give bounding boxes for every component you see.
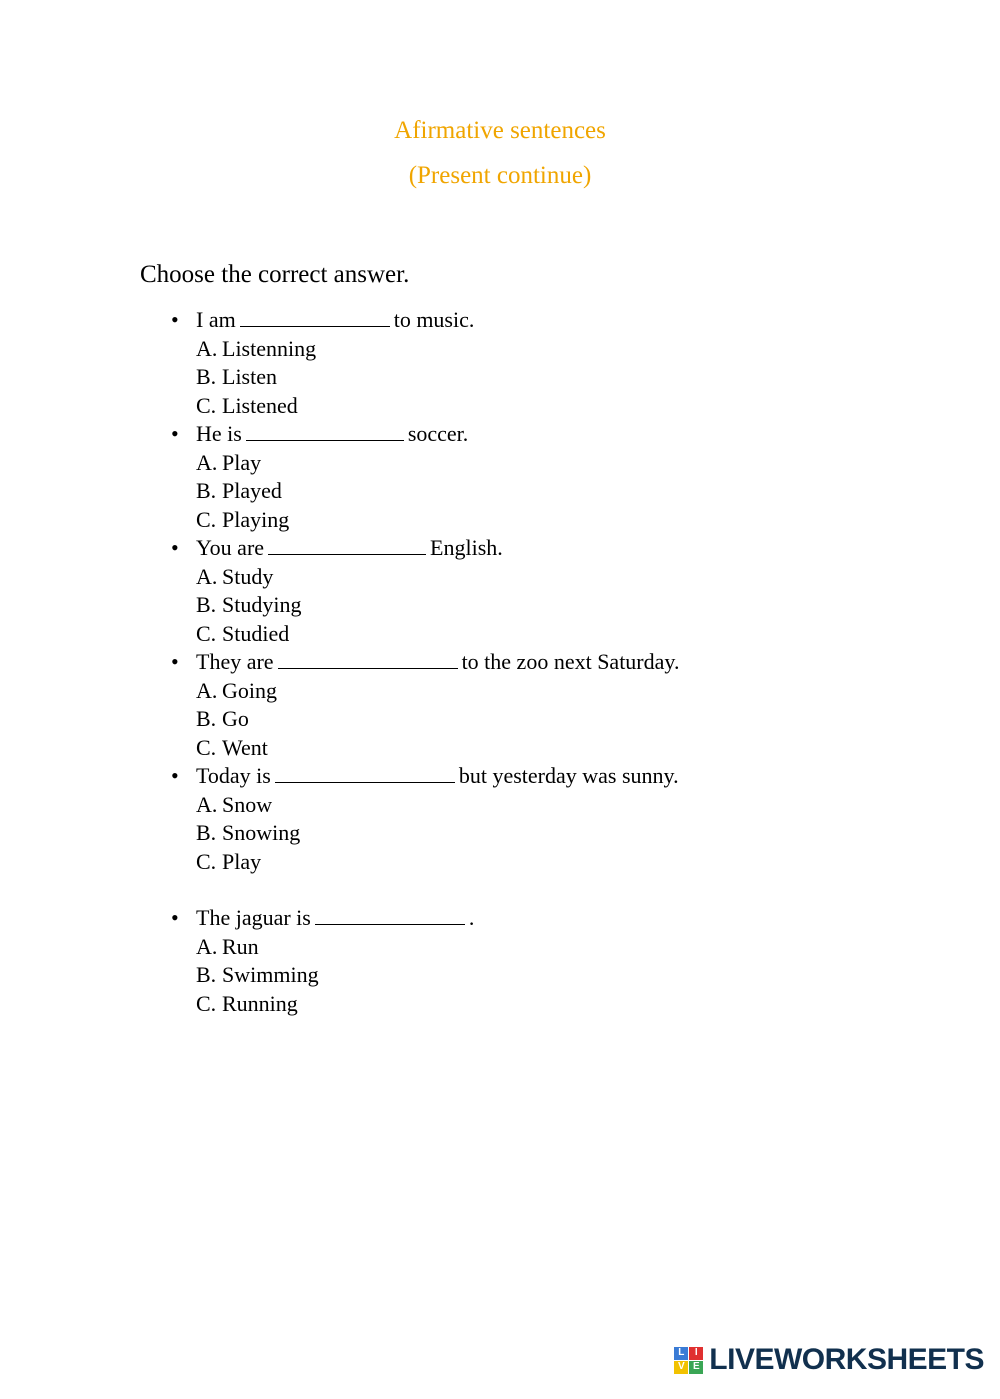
- option-list: [140, 791, 1000, 877]
- question-stem: [140, 306, 1000, 335]
- option-item[interactable]: [140, 449, 1000, 478]
- stem-text-after: to music.: [393, 307, 475, 332]
- stem-text-after: soccer.: [407, 421, 469, 446]
- worksheet-page: [0, 108, 1000, 1399]
- option-list: [140, 933, 1000, 1019]
- option-item[interactable]: [140, 848, 1000, 877]
- question-stem: [140, 420, 1000, 449]
- answer-blank[interactable]: [278, 650, 458, 669]
- stem-text-after: to the zoo next Saturday.: [461, 649, 680, 674]
- option-item[interactable]: [140, 961, 1000, 990]
- option-letter: B.: [196, 820, 217, 845]
- option-text: Listen: [222, 364, 277, 389]
- stem-text-before: You are: [196, 535, 265, 560]
- stem-text-after: English.: [430, 535, 503, 560]
- option-text: Play: [222, 449, 262, 475]
- option-letter: B.: [196, 962, 217, 987]
- question-spacer: [140, 876, 1000, 904]
- option-item[interactable]: [140, 335, 1000, 364]
- question-stem: [140, 762, 1000, 791]
- option-item[interactable]: [140, 677, 1000, 706]
- bullet-icon: •: [171, 535, 179, 560]
- option-text: Play: [222, 848, 262, 874]
- stem-text-after: .: [468, 905, 475, 930]
- logo-letter-l: L: [674, 1347, 688, 1360]
- logo-mark-icon: [674, 1347, 703, 1374]
- instruction-text: Choose the correct answer.: [140, 261, 410, 288]
- option-item[interactable]: [140, 705, 1000, 734]
- question-stem: [140, 648, 1000, 677]
- option-text: Going: [222, 677, 277, 703]
- option-item[interactable]: [140, 392, 1000, 421]
- question-block: [140, 904, 1000, 1018]
- option-item[interactable]: [140, 620, 1000, 649]
- option-letter: C.: [196, 506, 217, 532]
- option-text: Swimming: [222, 962, 319, 987]
- option-text: Run: [222, 933, 259, 959]
- option-letter: A.: [196, 791, 218, 817]
- question-block: [140, 648, 1000, 762]
- option-letter: B.: [196, 592, 217, 617]
- option-item[interactable]: [140, 506, 1000, 535]
- stem-text-before: I am: [196, 307, 236, 332]
- option-list: [140, 449, 1000, 535]
- brand-name: LIVEWORKSHEETS: [709, 1343, 984, 1376]
- option-letter: A.: [196, 335, 218, 361]
- bullet-icon: •: [171, 905, 179, 930]
- option-text: Listenning: [222, 335, 317, 361]
- answer-blank[interactable]: [240, 308, 390, 327]
- answer-blank[interactable]: [268, 536, 426, 555]
- title-line-1: Afirmative sentences: [394, 117, 606, 144]
- option-item[interactable]: [140, 819, 1000, 848]
- option-text: Played: [222, 478, 282, 503]
- option-item[interactable]: [140, 734, 1000, 763]
- logo-letter-i: I: [689, 1347, 703, 1360]
- option-letter: A.: [196, 677, 218, 703]
- bullet-icon: •: [171, 307, 179, 332]
- option-item[interactable]: [140, 791, 1000, 820]
- questions-list: [140, 306, 1000, 1018]
- option-text: Listened: [222, 392, 298, 418]
- option-item[interactable]: [140, 933, 1000, 962]
- option-letter: C.: [196, 392, 217, 418]
- stem-text-before: Today is: [196, 763, 271, 788]
- option-text: Study: [222, 563, 274, 589]
- option-text: Snowing: [222, 820, 301, 845]
- option-list: [140, 677, 1000, 763]
- stem-text-before: They are: [196, 649, 274, 674]
- option-item[interactable]: [140, 363, 1000, 392]
- liveworksheets-logo: [674, 1343, 984, 1377]
- stem-text-before: He is: [196, 421, 242, 446]
- option-text: Playing: [222, 506, 290, 532]
- option-letter: B.: [196, 706, 217, 731]
- option-letter: B.: [196, 478, 217, 503]
- option-text: Studying: [222, 592, 302, 617]
- bullet-icon: •: [171, 763, 179, 788]
- title-line-2: (Present continue): [408, 162, 592, 189]
- option-item[interactable]: [140, 477, 1000, 506]
- option-letter: C.: [196, 620, 217, 646]
- option-text: Go: [222, 706, 249, 731]
- option-letter: C.: [196, 990, 217, 1016]
- question-stem: [140, 904, 1000, 933]
- logo-letter-v: V: [674, 1361, 688, 1374]
- logo-letter-e: E: [689, 1361, 703, 1374]
- option-letter: B.: [196, 364, 217, 389]
- option-letter: A.: [196, 449, 218, 475]
- option-text: Snow: [222, 791, 273, 817]
- question-block: [140, 762, 1000, 876]
- answer-blank[interactable]: [275, 764, 455, 783]
- worksheet-title: [0, 108, 1000, 198]
- option-list: [140, 335, 1000, 421]
- option-item[interactable]: [140, 591, 1000, 620]
- answer-blank[interactable]: [315, 906, 465, 925]
- option-letter: A.: [196, 933, 218, 959]
- option-list: [140, 563, 1000, 649]
- bullet-icon: •: [171, 649, 179, 674]
- option-letter: C.: [196, 848, 217, 874]
- question-block: [140, 306, 1000, 420]
- option-letter: A.: [196, 563, 218, 589]
- question-block: [140, 420, 1000, 534]
- question-block: [140, 534, 1000, 648]
- option-item[interactable]: [140, 990, 1000, 1019]
- answer-blank[interactable]: [246, 422, 404, 441]
- option-text: Went: [222, 734, 268, 760]
- option-letter: C.: [196, 734, 217, 760]
- stem-text-before: The jaguar is: [196, 905, 311, 930]
- stem-text-after: but yesterday was sunny.: [458, 763, 679, 788]
- option-text: Running: [222, 990, 298, 1016]
- option-item[interactable]: [140, 563, 1000, 592]
- bullet-icon: •: [171, 421, 179, 446]
- option-text: Studied: [222, 620, 290, 646]
- question-stem: [140, 534, 1000, 563]
